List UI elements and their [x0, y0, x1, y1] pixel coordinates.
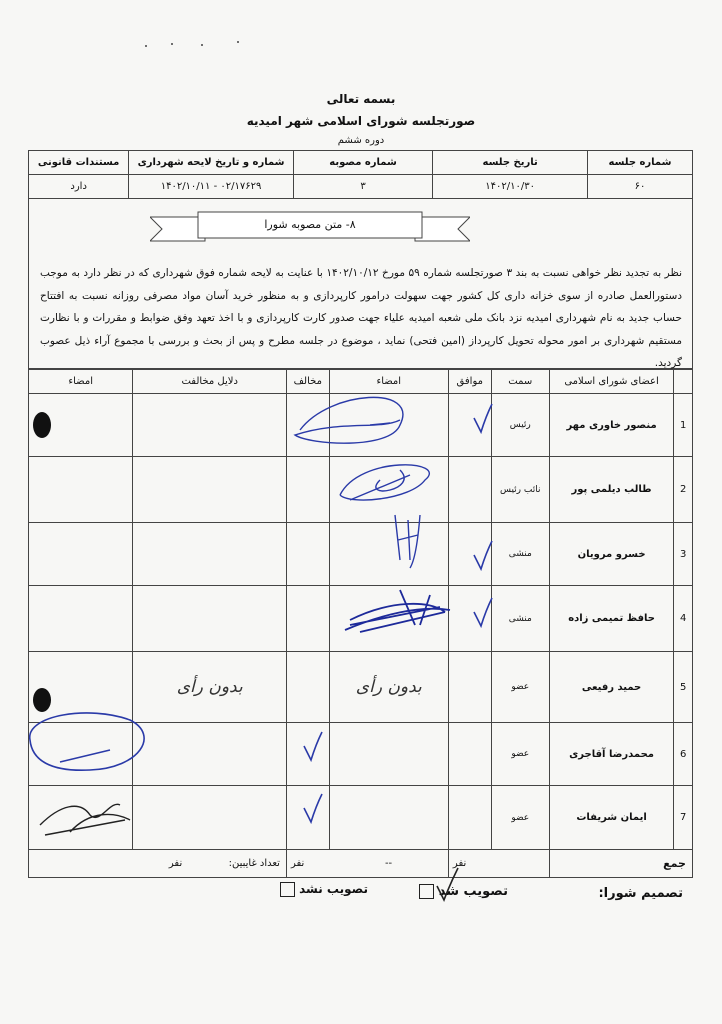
- header-signature: امضاء: [329, 370, 448, 394]
- member-name: محمدرضا آقاجری: [549, 723, 673, 786]
- oppose-cell: [286, 457, 329, 523]
- reasons-cell: [133, 586, 287, 652]
- member-row: [29, 586, 693, 652]
- scan-dots: [140, 38, 250, 50]
- total-absent: [29, 850, 287, 878]
- signature2-cell: [29, 786, 133, 850]
- total-label: جمع: [549, 850, 692, 878]
- header-reasons: دلایل مخالفت: [133, 370, 287, 394]
- meta-value-row: [29, 175, 693, 199]
- total-row: [29, 850, 693, 878]
- agree-cell: [448, 523, 491, 586]
- agree-cell: [448, 394, 491, 457]
- approved-checkbox[interactable]: [419, 884, 434, 899]
- meta-header-bill-number-date: شماره و تاریخ لایحه شهرداری: [129, 151, 293, 175]
- agree-cell: [448, 723, 491, 786]
- oppose-cell: [286, 723, 329, 786]
- meta-session-date: ۱۴۰۲/۱۰/۳۰: [433, 175, 588, 199]
- oppose-cell: [286, 652, 329, 723]
- member-position: عضو: [491, 652, 549, 723]
- header-position: سمت: [491, 370, 549, 394]
- member-position: عضو: [491, 786, 549, 850]
- signature-cell: [329, 457, 448, 523]
- reasons-cell: [133, 394, 287, 457]
- meta-session-number: ۶۰: [587, 175, 692, 199]
- member-row: [29, 523, 693, 586]
- signature2-cell: [29, 457, 133, 523]
- handwritten-no-vote: بدون رأی: [329, 652, 448, 723]
- member-name: حافظ تمیمی زاده: [549, 586, 673, 652]
- oppose-cell: [286, 394, 329, 457]
- member-position: نائب رئیس: [491, 457, 549, 523]
- approved-label: تصویب شد: [438, 884, 508, 899]
- meta-header-resolution-number: شماره مصوبه: [293, 151, 433, 175]
- total-oppose-unit: نفر: [286, 850, 329, 878]
- row-number: 6: [674, 723, 693, 786]
- meta-header-session-number: شماره جلسه: [587, 151, 692, 175]
- signature2-cell: [29, 586, 133, 652]
- meta-legal-documents: دارد: [29, 175, 129, 199]
- rejected-checkbox[interactable]: [280, 882, 295, 897]
- member-name: طالب دیلمی پور: [549, 457, 673, 523]
- reasons-cell: [133, 723, 287, 786]
- decision-label: تصمیم شورا:: [598, 886, 683, 901]
- meta-bill-number-date: ۰۲/۱۷۶۲۹ - ۱۴۰۲/۱۰/۱۱: [129, 175, 293, 199]
- member-row: [29, 786, 693, 850]
- header-oppose: مخالف: [286, 370, 329, 394]
- oppose-cell: [286, 523, 329, 586]
- reasons-cell: [133, 457, 287, 523]
- signature-cell: [329, 523, 448, 586]
- row-number: 3: [674, 523, 693, 586]
- approved-option[interactable]: [419, 884, 508, 899]
- member-name: خسرو مرویان: [549, 523, 673, 586]
- meta-header-session-date: تاریخ جلسه: [433, 151, 588, 175]
- member-row: [29, 723, 693, 786]
- member-position: منشی: [491, 586, 549, 652]
- header-number: [674, 370, 693, 394]
- member-position: رئیس: [491, 394, 549, 457]
- agree-cell: [448, 652, 491, 723]
- absent-label: تعداد غایبین:: [228, 858, 280, 869]
- signature-cell: [329, 394, 448, 457]
- agree-cell: [448, 786, 491, 850]
- reasons-cell: [133, 523, 287, 586]
- meta-table: [28, 150, 693, 199]
- member-position: عضو: [491, 723, 549, 786]
- banner-title: ۸- متن مصوبه شورا: [264, 218, 356, 231]
- member-name: ایمان شریفات: [549, 786, 673, 850]
- member-name: حمید رفیعی: [549, 652, 673, 723]
- signature2-cell: [29, 394, 133, 457]
- votes-header-row: [29, 370, 693, 394]
- row-number: 7: [674, 786, 693, 850]
- signature2-cell: [29, 523, 133, 586]
- signature-cell: [329, 786, 448, 850]
- member-name: منصور خاوری مهر: [549, 394, 673, 457]
- meta-header-legal-documents: مستندات قانونی: [29, 151, 129, 175]
- bismillah: بسمه تعالی: [326, 92, 396, 106]
- votes-table: [28, 369, 693, 878]
- header-members: اعضای شورای اسلامی: [549, 370, 673, 394]
- row-number: 4: [674, 586, 693, 652]
- agree-cell: [448, 457, 491, 523]
- resolution-body-text: نظر به تجدید نظر خواهی نسبت به بند ۳ صورتجلسه شماره ۵۹ مورخ ۱۴۰۲/۱۰/۱۲ با عنایت به لایحه شماره فوق شهرداری که در نظر دارد به موجب دستورالعمل صادره از سوی خزانه داری کل کشور جهت سهولت درامور کارپردازی و به منظور خرید آسان مواد مصرفی روزانه نسبت به افتتاح حساب جدید به نام شهرداری امیدیه نزد بانک ملی شعبه امیدیه علیاء جهت صدور کارت کارپردازی و با اخذ تعهد وفق ضوابط و مقررات و با نظارت مستقیم شهرداری بر امور محوله تحویل کارپرداز (امین فتحی) نماید ، موضوع در جلسه مطرح و پس از بحث و بررسی با مجموع آراء ذیل عصوب گردید.: [40, 267, 683, 369]
- rejected-label: تصویب نشد: [299, 882, 368, 896]
- meta-header-row: [29, 151, 693, 175]
- member-row: [29, 457, 693, 523]
- member-position: منشی: [491, 523, 549, 586]
- signature2-cell: [29, 723, 133, 786]
- rejected-option[interactable]: [280, 882, 368, 897]
- total-dash: --: [329, 850, 448, 878]
- row-number: 1: [674, 394, 693, 457]
- header-agree: موافق: [448, 370, 491, 394]
- row-number: 2: [674, 457, 693, 523]
- row-number: 5: [674, 652, 693, 723]
- signature-cell: [329, 723, 448, 786]
- reasons-cell: [133, 786, 287, 850]
- member-row: [29, 652, 693, 723]
- absent-unit: نفر: [168, 858, 183, 869]
- decision-row: [28, 880, 693, 908]
- header-signature-2: امضاء: [29, 370, 133, 394]
- handwritten-no-vote-reason: بدون رأی: [133, 652, 287, 723]
- member-row: [29, 394, 693, 457]
- oppose-cell: [286, 786, 329, 850]
- oppose-cell: [286, 586, 329, 652]
- term-label: دوره ششم: [337, 135, 385, 146]
- signature-cell: [329, 586, 448, 652]
- total-agree-unit: نفر: [448, 850, 549, 878]
- document-title: صورتجلسه شورای اسلامی شهر امیدیه: [246, 114, 476, 128]
- agree-cell: [448, 586, 491, 652]
- meta-resolution-number: ۳: [293, 175, 433, 199]
- signature2-cell: [29, 652, 133, 723]
